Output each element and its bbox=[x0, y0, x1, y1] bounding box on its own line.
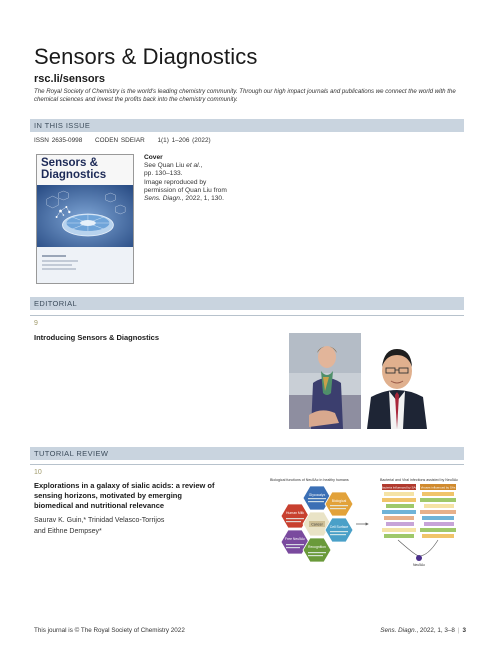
cover-title-line1: Sensors & bbox=[41, 157, 98, 169]
issue-number: 1(1) 1–206 (2022) bbox=[157, 137, 211, 144]
journal-url[interactable]: rsc.li/sensors bbox=[34, 73, 105, 85]
photo-author-man bbox=[361, 333, 433, 429]
tutorial-page-number: 10 bbox=[34, 469, 42, 476]
section-bar-editorial bbox=[30, 297, 464, 310]
journal-title: Sensors & Diagnostics bbox=[34, 44, 258, 69]
svg-text:Glycocalyx: Glycocalyx bbox=[308, 493, 326, 497]
svg-text:Cell Surface: Cell Surface bbox=[329, 525, 349, 529]
svg-text:Free Neu5Ac: Free Neu5Ac bbox=[285, 537, 305, 541]
svg-text:Bacteria Influenced by SAs: Bacteria Influenced by SAs bbox=[380, 485, 418, 490]
svg-text:Cancer: Cancer bbox=[311, 522, 323, 527]
svg-text:Human Milk: Human Milk bbox=[286, 511, 304, 515]
cover-title-line2: Diagnostics bbox=[41, 169, 107, 181]
cover-footer bbox=[37, 247, 133, 284]
section-bar-in-this-issue bbox=[30, 119, 464, 132]
issue-meta bbox=[34, 137, 221, 144]
cover-caption-line4: permission of Quan Liu from bbox=[144, 186, 227, 194]
tutorial-title-line: sensing horizons, motivated by emerging bbox=[34, 491, 182, 500]
cover-caption bbox=[144, 154, 274, 203]
editorial-page-number: 9 bbox=[34, 320, 38, 327]
issn: ISSN 2635-0998 bbox=[34, 137, 83, 144]
section-label: EDITORIAL bbox=[34, 299, 78, 308]
tutorial-authors-line: Saurav K. Guin,* Trinidad Velasco-Torrijos bbox=[34, 517, 165, 524]
footer-citation-text: , 2022, 1, 3–8 bbox=[416, 627, 455, 634]
cover-caption-line2: pp. 130–133. bbox=[144, 170, 183, 178]
graphic-heading-left: Biological functions of Neu5Ac in healthy humans bbox=[270, 478, 349, 482]
coden: CODEN SDEIAR bbox=[95, 137, 145, 144]
graphic-heading-right: Bacterial and Viral infections assisted by Neu5Ac bbox=[380, 478, 459, 482]
tutorial-title-line: Explorations in a galaxy of sialic acids: a review of bbox=[34, 481, 215, 490]
editorial-title[interactable]: Introducing Sensors & Diagnostics bbox=[34, 333, 160, 342]
journal-description: The Royal Society of Chemistry is the world's leading chemistry community. Through our high impact journals and publications we connect the world with the chemical sciences and invest the profits back into the chemistry community. bbox=[34, 88, 456, 104]
footer-copyright: This journal is © The Royal Society of Chemistry 2022 bbox=[34, 627, 185, 634]
svg-text:Recognition: Recognition bbox=[308, 545, 326, 549]
cover-caption-line1: See Quan Liu et al., bbox=[144, 162, 203, 170]
neu5ac-node bbox=[416, 555, 422, 561]
cover-artwork bbox=[37, 185, 133, 247]
cover-caption-title: Cover bbox=[144, 154, 163, 161]
section-label: TUTORIAL REVIEW bbox=[34, 449, 109, 458]
divider bbox=[30, 464, 464, 465]
footer-citation bbox=[380, 627, 466, 634]
divider bbox=[30, 315, 464, 316]
tutorial-title-line: biomedical and nutritional relevance bbox=[34, 501, 165, 510]
tutorial-authors-line: and Eithne Dempsey* bbox=[34, 528, 102, 535]
svg-text:Viruses influenced by SAs: Viruses influenced by SAs bbox=[420, 485, 456, 490]
section-label: IN THIS ISSUE bbox=[34, 121, 91, 130]
cover-image[interactable] bbox=[36, 154, 134, 284]
cover-caption-line5: Sens. Diagn., 2022, 1, 130. bbox=[144, 195, 224, 203]
cover-caption-line3: Image reproduced by bbox=[144, 178, 207, 186]
photo-author-woman bbox=[289, 333, 361, 429]
svg-text:Biological: Biological bbox=[331, 499, 347, 503]
footer-journal-abbrev: Sens. Diagn. bbox=[380, 627, 417, 634]
footer-page-number: 3 bbox=[462, 627, 466, 634]
footer-separator: | bbox=[457, 627, 460, 634]
toc-graphic bbox=[268, 474, 464, 568]
cover-header bbox=[37, 155, 133, 185]
svg-text:Neu5Ac: Neu5Ac bbox=[412, 563, 426, 567]
section-bar-tutorial-review bbox=[30, 447, 464, 460]
